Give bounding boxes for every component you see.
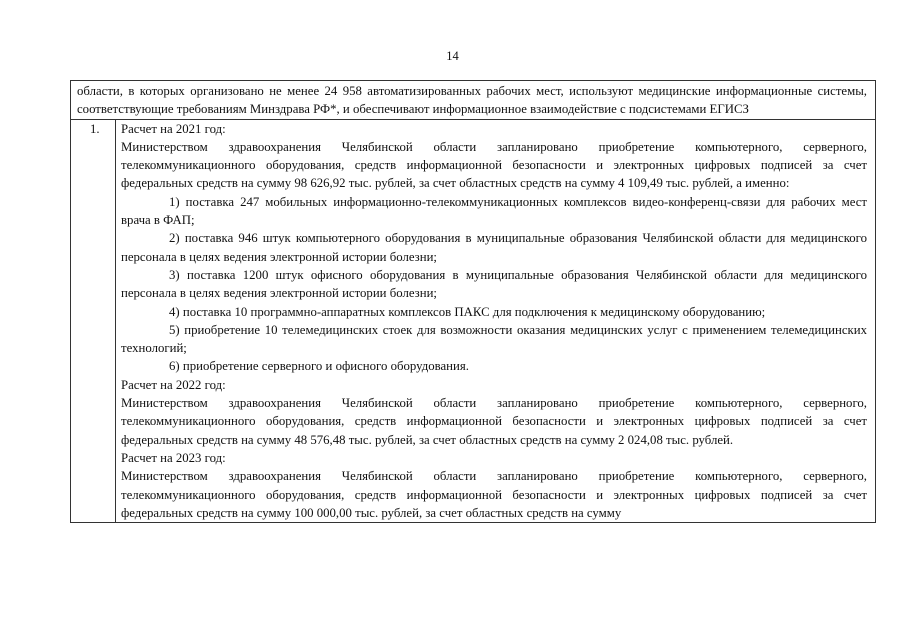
list-item-3: 3) поставка 1200 штук офисного оборудования в муниципальные образования Челябинской области для медицинского персонала в целях ведения электронной истории болезни; — [121, 267, 867, 301]
section-heading-2021: Расчет на 2021 год: — [121, 121, 226, 136]
table-row — [71, 120, 875, 523]
section-heading-2022: Расчет на 2022 год: — [121, 377, 226, 392]
document-table — [70, 80, 876, 523]
list-item-5: 5) приобретение 10 телемедицинских стоек для возможности оказания медицинских услуг с применением телемедицинских технологий; — [121, 322, 867, 356]
page-number: 14 — [446, 49, 459, 63]
paragraph-2023-summary: Министерством здравоохранения Челябинской области запланировано приобретение компьютерного, серверного, телекоммуникационного оборудования, средств информационной безопасности и электронных цифровых подписей за счет федеральных средств на сумму 100 000,00 тыс. рублей, за счет областных средств на сумму — [121, 469, 867, 520]
list-item-2: 2) поставка 946 штук компьютерного оборудования в муниципальные образования Челябинской области для медицинского персонала в целях ведения электронной истории болезни; — [121, 231, 867, 264]
list-item-4: 4) поставка 10 программно-аппаратных комплексов ПАКС для подключения к медицинскому оборудованию; — [169, 304, 766, 319]
row-content — [116, 120, 875, 523]
paragraph-2021-summary: Министерством здравоохранения Челябинской области запланировано приобретение компьютерного, серверного, телекоммуникационного оборудования, средств информационной безопасности и электронных цифровых подписей за счет федеральных средств на сумму 98 626,92 тыс. рублей, за счет областных средств на сумму 4 109,49 тыс. рублей, а именно: — [121, 139, 867, 191]
list-item-6: 6) приобретение серверного и офисного оборудования. — [169, 359, 469, 374]
section-heading-2023: Расчет на 2023 год: — [121, 450, 226, 465]
list-item-1: 1) поставка 247 мобильных информационно-телекоммуникационных комплексов видео-конференц-связи для рабочих мест врача в ФАП; — [121, 194, 867, 228]
row-number: 1. — [71, 120, 116, 523]
paragraph-2022-summary: Министерством здравоохранения Челябинской области запланировано приобретение компьютерного, серверного, телекоммуникационного оборудования, средств информационной безопасности и электронных цифровых подписей за счет федеральных средств на сумму 48 576,48 тыс. рублей, за счет областных средств на сумму 2 024,08 тыс. рублей. — [121, 396, 867, 447]
table-header-text: области, в которых организовано не менее 24 958 автоматизированных рабочих мест, используют медицинские информационные системы, соответствующие требованиям Минздрава РФ*, и обеспечивают информационное взаимодействие с подсистемами ЕГИСЗ — [71, 81, 875, 120]
